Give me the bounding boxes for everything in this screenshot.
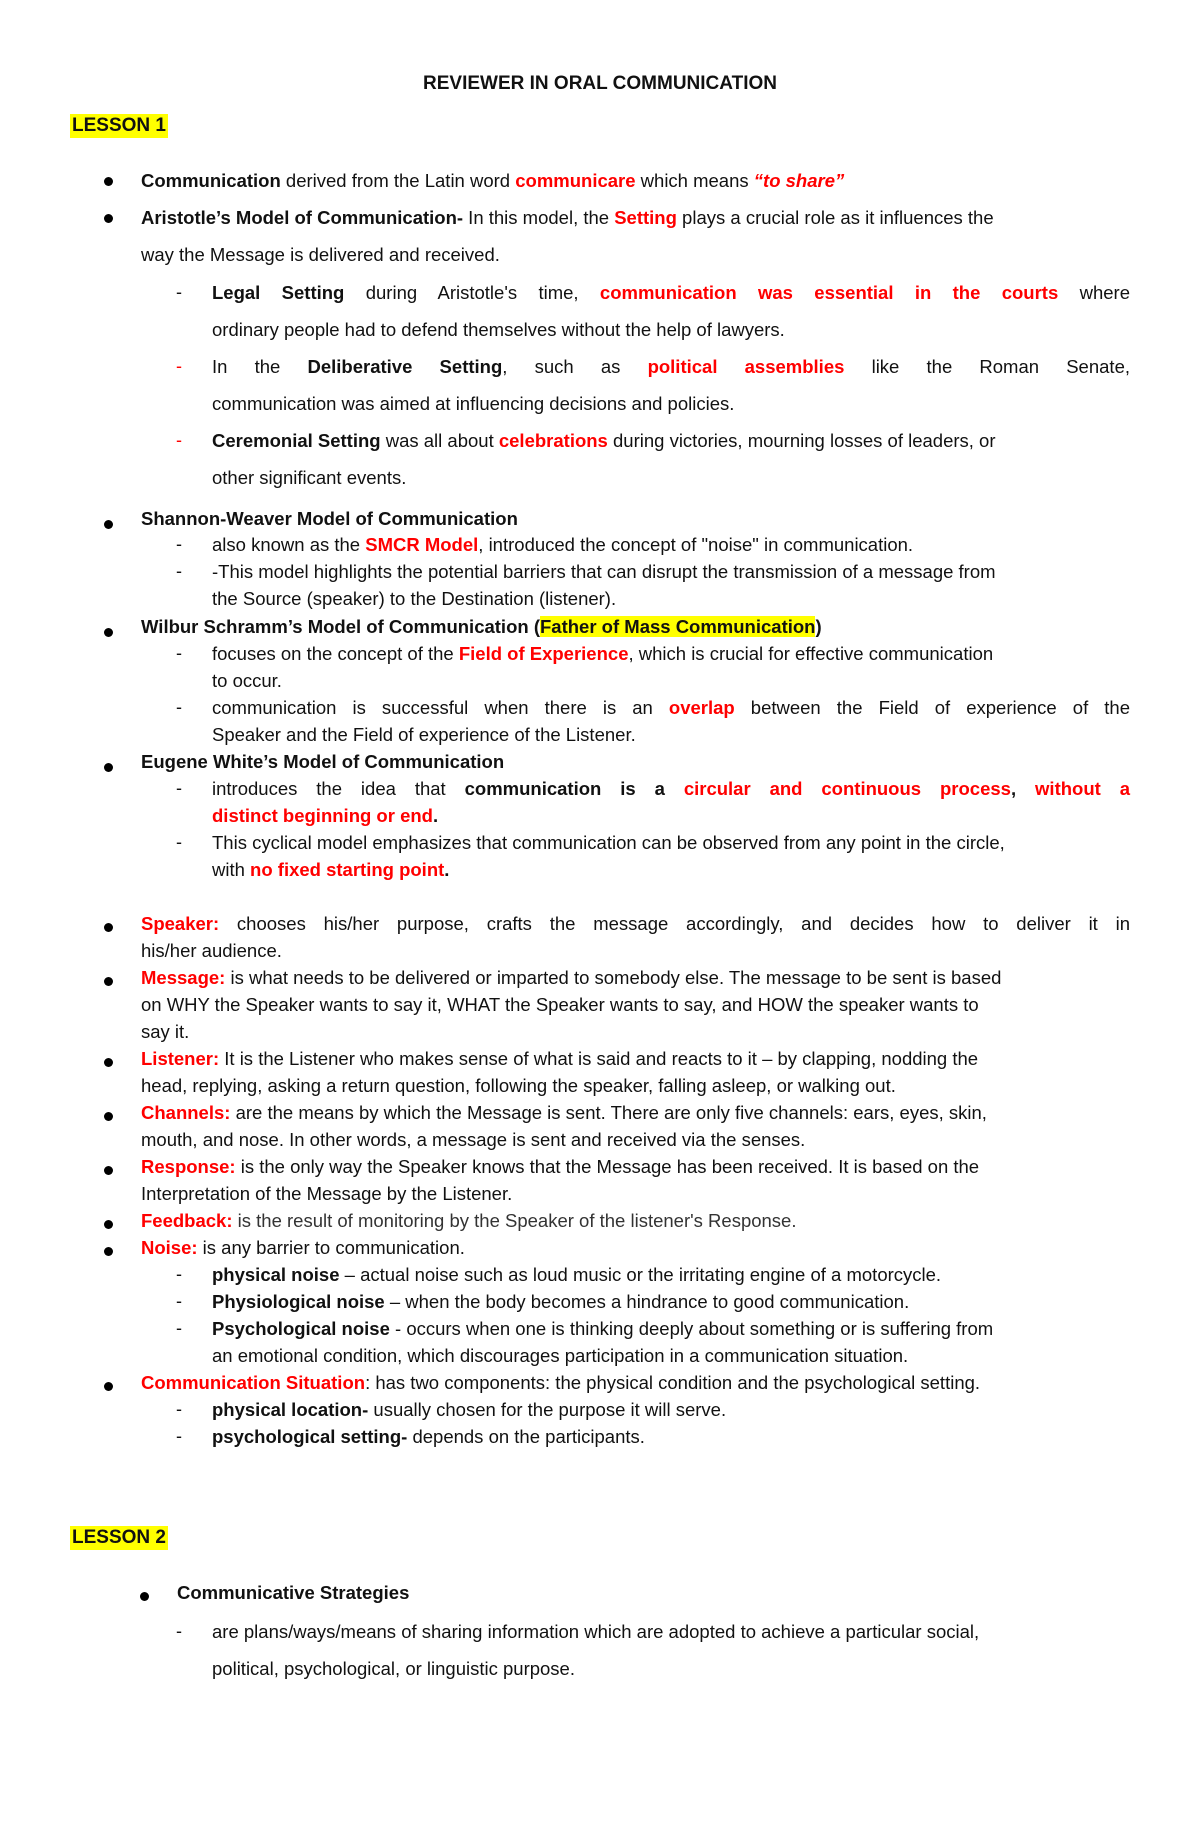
sub-item-psychological-noise: Psychological noise - occurs when one is thinking deeply about something or is suffering from — [212, 1318, 994, 1339]
list-item-shannon-weaver: Shannon-Weaver Model of Communication — [141, 508, 518, 529]
sub-item-eugene-a: introduces the idea that communication is a circular and continuous process, without a — [212, 778, 1131, 799]
sub-item-eugene-b: This cyclical model emphasizes that communication can be observed from any point in the circle, — [212, 832, 1005, 853]
sub-item-shannon-b-cont: the Source (speaker) to the Destination (listener). — [212, 588, 617, 609]
list-item-feedback: Feedback: is the result of monitoring by the Speaker of the listener's Response. — [141, 1210, 797, 1231]
sub-item-physical-noise: physical noise – actual noise such as loud music or the irritating engine of a motorcycle. — [212, 1264, 942, 1285]
bullet-icon — [104, 763, 113, 772]
sub-item-ceremonial-setting: Ceremonial Setting was all about celebrations during victories, mourning losses of leaders, or — [212, 430, 996, 451]
list-item-aristotle-cont: way the Message is delivered and received. — [141, 244, 500, 265]
list-item-listener-cont: head, replying, asking a return question, following the speaker, falling asleep, or walking out. — [141, 1075, 896, 1096]
list-item-communicative-strategies: Communicative Strategies — [177, 1582, 410, 1603]
dash-marker: - — [176, 282, 182, 302]
list-item-channels-cont: mouth, and nose. In other words, a message is sent and received via the senses. — [141, 1129, 806, 1150]
list-item-noise: Noise: is any barrier to communication. — [141, 1237, 465, 1258]
sub-item-strategies-a: are plans/ways/means of sharing information which are adopted to achieve a particular social, — [212, 1621, 980, 1642]
bullet-icon — [104, 1247, 113, 1256]
sub-item-eugene-b-cont: with no fixed starting point. — [212, 859, 450, 880]
sub-item-wilbur-a: focuses on the concept of the Field of Experience, which is crucial for effective communication — [212, 643, 994, 664]
bullet-icon — [104, 977, 113, 986]
dash-marker: - — [176, 356, 182, 376]
list-item-message-cont2: say it. — [141, 1021, 190, 1042]
sub-item-legal-setting: Legal Setting during Aristotle's time, communication was essential in the courts where — [212, 282, 1131, 303]
sub-item-strategies-a-cont: political, psychological, or linguistic purpose. — [212, 1658, 575, 1679]
bullet-icon — [104, 1112, 113, 1121]
bullet-icon — [140, 1592, 149, 1601]
bullet-icon — [104, 1058, 113, 1067]
list-item-response-cont: Interpretation of the Message by the Listener. — [141, 1183, 513, 1204]
sub-item-shannon-a: also known as the SMCR Model, introduced the concept of "noise" in communication. — [212, 534, 914, 555]
sub-item-legal-setting-cont: ordinary people had to defend themselves without the help of lawyers. — [212, 319, 785, 340]
lesson-2-heading: LESSON 2 — [72, 1527, 166, 1548]
sub-item-wilbur-b-cont: Speaker and the Field of experience of the Listener. — [212, 724, 636, 745]
document-title: REVIEWER IN ORAL COMMUNICATION — [423, 73, 777, 94]
sub-item-wilbur-b: communication is successful when there is an overlap between the Field of experience of the — [212, 697, 1130, 718]
sub-item-psychological-noise-cont: an emotional condition, which discourages participation in a communication situation. — [212, 1345, 909, 1366]
list-item-message-cont: on WHY the Speaker wants to say it, WHAT the Speaker wants to say, and HOW the speaker wants to — [141, 994, 979, 1015]
dash-marker: - — [176, 561, 182, 581]
bullet-icon — [104, 1220, 113, 1229]
bullet-icon — [104, 628, 113, 637]
list-item-communication-situation: Communication Situation: has two components: the physical condition and the psychological setting. — [141, 1372, 981, 1393]
sub-item-deliberative-setting-cont: communication was aimed at influencing decisions and policies. — [212, 393, 735, 414]
sub-item-ceremonial-setting-cont: other significant events. — [212, 467, 407, 488]
bullet-icon — [104, 923, 113, 932]
bullet-icon — [104, 1382, 113, 1391]
sub-item-physical-location: physical location- usually chosen for the purpose it will serve. — [212, 1399, 727, 1420]
sub-item-physiological-noise: Physiological noise – when the body becomes a hindrance to good communication. — [212, 1291, 910, 1312]
list-item-communication: Communication derived from the Latin word communicare which means “to share” — [141, 170, 845, 191]
list-item-response: Response: is the only way the Speaker knows that the Message has been received. It is based on the — [141, 1156, 980, 1177]
list-item-listener: Listener: It is the Listener who makes sense of what is said and reacts to it – by clapping, nodding the — [141, 1048, 979, 1069]
dash-marker: - — [176, 1318, 182, 1338]
sub-item-shannon-b: -This model highlights the potential barriers that can disrupt the transmission of a message from — [212, 561, 996, 582]
bullet-icon — [104, 1166, 113, 1175]
dash-marker: - — [176, 832, 182, 852]
dash-marker: - — [176, 430, 182, 450]
dash-marker: - — [176, 1426, 182, 1446]
list-item-message: Message: is what needs to be delivered or imparted to somebody else. The message to be sent is based — [141, 967, 1002, 988]
list-item-speaker: Speaker: chooses his/her purpose, crafts the message accordingly, and decides how to deliver it in — [141, 913, 1130, 934]
dash-marker: - — [176, 1264, 182, 1284]
list-item-channels: Channels: are the means by which the Message is sent. There are only five channels: ears, eyes, skin, — [141, 1102, 987, 1123]
sub-item-eugene-a-cont: distinct beginning or end. — [212, 805, 439, 826]
dash-marker: - — [176, 697, 182, 717]
list-item-wilbur-schramm: Wilbur Schramm’s Model of Communication (Father of Mass Communication) — [141, 616, 822, 637]
dash-marker: - — [176, 1291, 182, 1311]
dash-marker: - — [176, 534, 182, 554]
list-item-speaker-cont: his/her audience. — [141, 940, 282, 961]
list-item-aristotle: Aristotle’s Model of Communication- In this model, the Setting plays a crucial role as it influences the — [141, 207, 994, 228]
bullet-icon — [104, 177, 113, 186]
sub-item-psychological-setting: psychological setting- depends on the participants. — [212, 1426, 645, 1447]
bullet-icon — [104, 520, 113, 529]
sub-item-wilbur-a-cont: to occur. — [212, 670, 282, 691]
sub-item-deliberative-setting: In the Deliberative Setting, such as political assemblies like the Roman Senate, — [212, 356, 1130, 377]
bullet-icon — [104, 214, 113, 223]
dash-marker: - — [176, 1621, 182, 1641]
dash-marker: - — [176, 643, 182, 663]
dash-marker: - — [176, 778, 182, 798]
lesson-1-heading: LESSON 1 — [72, 115, 166, 136]
list-item-eugene-white: Eugene White’s Model of Communication — [141, 751, 505, 772]
dash-marker: - — [176, 1399, 182, 1419]
